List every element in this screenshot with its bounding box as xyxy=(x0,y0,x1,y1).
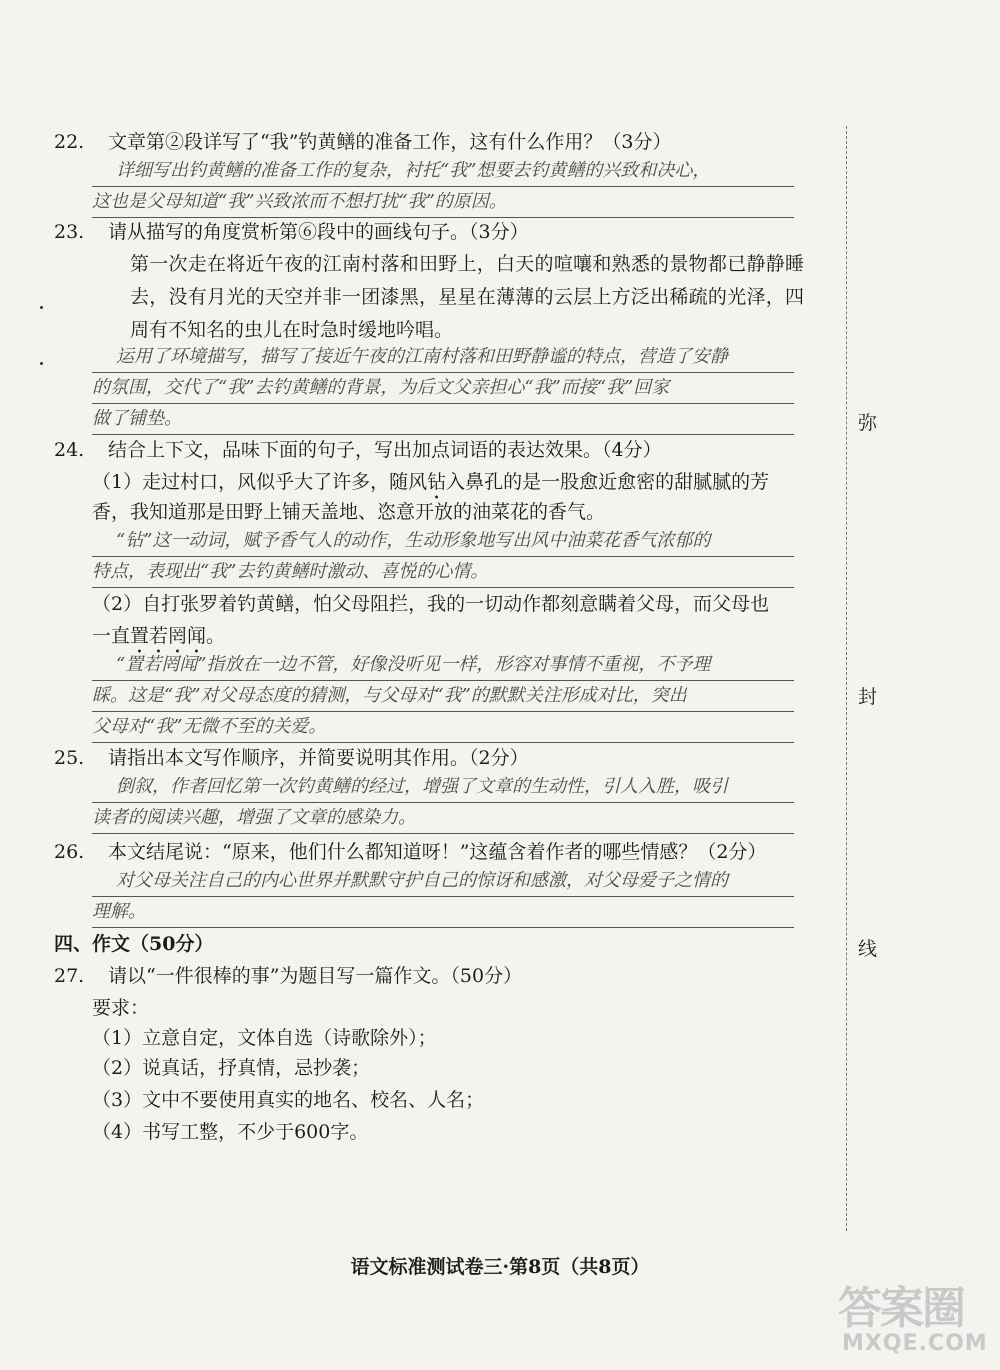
answer-line: 理解。 xyxy=(92,897,794,928)
question-number: 24. xyxy=(54,439,85,461)
answer-23 xyxy=(92,342,794,435)
answer-line: 对父母关注自己的内心世界并默默守护自己的惊讶和感激，对父母爱子之情的 xyxy=(92,866,794,897)
question-number: 26. xyxy=(54,841,85,863)
answer-24-1 xyxy=(92,526,794,588)
emphasized-word: 钻 xyxy=(427,471,447,493)
answer-line: 倒叙，作者回忆第一次钓黄鳝的经过，增强了文章的生动性，引人入胜，吸引 xyxy=(92,772,794,803)
question-22 xyxy=(54,128,672,156)
answer-line: 特点，表现出“我”去钓黄鳝时激动、喜悦的心情。 xyxy=(92,557,794,588)
sub-text: 。 xyxy=(206,625,226,647)
seal-char: 线 xyxy=(858,938,878,960)
answer-line: “钻”这一动词，赋予香气人的动作，生动形象地写出风中油菜花香气浓郁的 xyxy=(92,526,794,557)
answer-24-2 xyxy=(92,650,794,743)
question-text: 请以“一件很棒的事”为题目写一篇作文。（50分） xyxy=(108,965,523,987)
seal-char: 弥 xyxy=(858,412,878,434)
question-number: 27. xyxy=(54,965,85,987)
question-27 xyxy=(54,962,522,990)
answer-line: 父母对“我”无微不至的关爱。 xyxy=(92,712,794,743)
answer-22 xyxy=(92,156,794,218)
sub-text: 入鼻孔的是一股愈近愈密的甜腻腻的芳 xyxy=(446,471,770,493)
question-text: 请指出本文写作顺序，并简要说明其作用。（2分） xyxy=(108,747,529,769)
answer-25 xyxy=(92,772,794,834)
seal-line xyxy=(846,126,847,1231)
requirement-item: （1）立意自定，文体自选（诗歌除外）； xyxy=(92,1027,437,1049)
quoted-passage xyxy=(92,248,804,347)
sub-question-1-line-2: 香，我知道那是田野上铺天盖地、恣意开放的油菜花的香气。 xyxy=(92,501,606,523)
watermark-text: 答案圈 xyxy=(838,1283,964,1334)
question-number: 23. xyxy=(54,221,85,243)
requirement-item: （4）书写工整，不少于600字。 xyxy=(92,1121,369,1143)
page-footer: 语文标准测试卷三·第8页（共8页） xyxy=(350,1256,650,1278)
answer-line: 睬。这是“我”对父母态度的猜测，与父母对“我”的默默关注形成对比，突出 xyxy=(92,681,794,712)
quoted-passage-text: 第一次走在将近午夜的江南村落和田野上，白天的喧嚷和熟悉的景物都已静静睡去，没有月光的天空并非一团漆黑，星星在薄薄的云层上方泛出稀疏的光泽，四周有不知名的虫儿在时急时缓地吟唱。 xyxy=(130,253,804,341)
section-heading: 四、作文（50分） xyxy=(54,933,214,955)
answer-line: 这也是父母知道“我”兴致浓而不想打扰“我”的原因。 xyxy=(92,187,794,218)
watermark-logo xyxy=(838,1283,988,1366)
question-23 xyxy=(54,218,529,246)
question-text: 结合上下文，品味下面的句子，写出加点词语的表达效果。（4分） xyxy=(108,439,662,461)
question-25 xyxy=(54,744,529,772)
question-26 xyxy=(54,838,767,866)
scan-speck xyxy=(40,306,43,309)
answer-line: “置若罔闻”指放在一边不管，好像没听见一样，形容对事情不重视，不予理 xyxy=(92,650,794,681)
seal-char: 封 xyxy=(858,686,878,708)
requirement-item: （2）说真话，抒真情，忌抄袭； xyxy=(92,1057,371,1079)
answer-line: 读者的阅读兴趣，增强了文章的感染力。 xyxy=(92,803,794,834)
answer-line: 做了铺垫。 xyxy=(92,404,794,435)
answer-line: 运用了环境描写，描写了接近午夜的江南村落和田野静谧的特点，营造了安静 xyxy=(92,342,794,373)
answer-line: 详细写出钓黄鳝的准备工作的复杂，衬托“我”想要去钓黄鳝的兴致和决心， xyxy=(92,156,794,187)
sub-text: （1）走过村口，风似乎大了许多，随风 xyxy=(92,471,428,493)
question-text: 请从描写的角度赏析第⑥段中的画线句子。（3分） xyxy=(108,221,529,243)
answer-line: 的氛围，交代了“我”去钓黄鳝的背景，为后文父亲担心“我”而接“我”回家 xyxy=(92,373,794,404)
question-text: 本文结尾说：“原来，他们什么都知道呀！”这蕴含着作者的哪些情感？（2分） xyxy=(108,841,767,863)
sub-text: 一直 xyxy=(92,625,131,647)
watermark-domain: MXQE.COM xyxy=(842,1331,988,1356)
question-number: 25. xyxy=(54,747,85,769)
question-24 xyxy=(54,436,662,464)
answer-26 xyxy=(92,866,794,928)
scan-speck xyxy=(40,362,43,365)
question-text: 文章第②段详写了“我”钓黄鳝的准备工作，这有什么作用？（3分） xyxy=(108,131,672,153)
sub-question-2-line-1: （2）自打张罗着钓黄鳝，怕父母阻拦，我的一切动作都刻意瞒着父母，而父母也 xyxy=(92,593,770,615)
requirements-title: 要求： xyxy=(92,997,150,1019)
requirement-item: （3）文中不要使用真实的地名、校名、人名； xyxy=(92,1089,485,1111)
question-number: 22. xyxy=(54,131,85,153)
emphasized-word: 置若罔闻 xyxy=(130,625,207,647)
